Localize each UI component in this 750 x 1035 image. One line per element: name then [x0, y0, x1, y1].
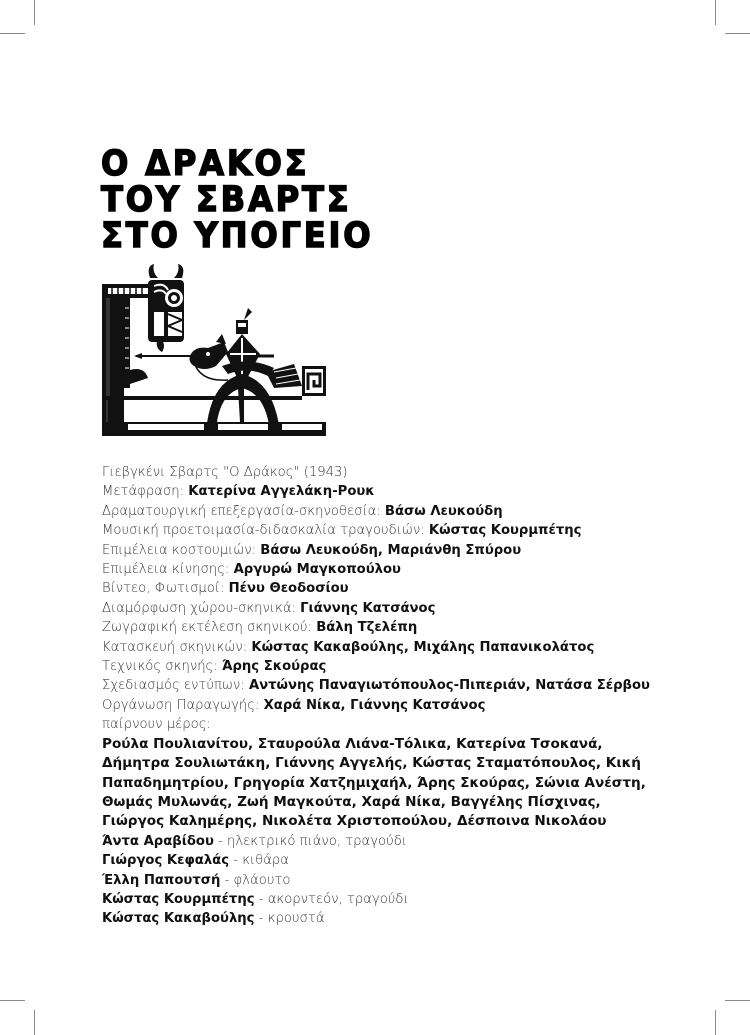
musician-name: Άντα Αραβίδου [102, 833, 214, 849]
credit-set-design [102, 599, 702, 618]
cast-list: Ρούλα Πουλιανίτου, Σταυρούλα Λιάνα-Τόλικα, Κατερίνα Τσοκανά, Δήμητρα Σουλιωτάκη, Γιάννης Αγγελής, Κώστας Σταματόπουλος, Κική Παπαδημητρίου, Γρηγορία Χατζημιχαήλ, Άρης Σκούρας, Σώνια Ανέστη, Θωμάς Μυλωνάς, Ζωή Μαγκούτα, Χαρά Νίκα, Βαγγέλης Πίσχινας, Γιώργος Καλημέρης, Νικολέτα Χριστοπούλου, Δέσποινα Νικολάου [102, 735, 646, 830]
credit-names: Βάσω Λευκούδη [384, 503, 503, 519]
credit-print-design [102, 676, 702, 695]
musician-instrument: - ακορντεόν, τραγούδι [254, 891, 409, 907]
credit-names: Γιάννης Κατσάνος [300, 600, 436, 616]
musician-line [102, 851, 702, 870]
credit-movement [102, 560, 702, 579]
musician-name: Κώστας Κουρμπέτης [102, 891, 255, 907]
crop-mark-top-left-vertical [34, 0, 35, 25]
credit-role: Κατασκευή σκηνικών: [102, 639, 252, 655]
crop-mark-top-right-horizontal [725, 33, 750, 34]
credit-names: Χαρά Νίκα, Γιάννης Κατσάνος [263, 697, 486, 713]
credit-role: Μουσική προετοιμασία-διδασκαλία τραγουδιών: [102, 523, 429, 539]
cast-label: παίρνουν μέρος: [102, 717, 211, 733]
title-line-1: Ο ΔΡΑΚΟΣ [101, 144, 310, 184]
musician-name: Κώστας Κακαβούλης [102, 911, 255, 927]
musician-name: Γιώργος Κεφαλάς [102, 853, 230, 869]
musician-instrument: - φλάουτο [220, 872, 291, 888]
credit-video-lighting [102, 579, 702, 598]
credit-role: Δραματουργική επεξεργασία-σκηνοθεσία: [102, 503, 385, 519]
credit-role: Επιμέλεια κίνησης: [102, 562, 234, 578]
credit-production [102, 696, 702, 715]
page-title [101, 146, 373, 254]
source-play: Γιεβγκένι Σβαρτς "Ο Δράκος" (1943) [102, 465, 348, 480]
crop-mark-bottom-left-horizontal [0, 1000, 25, 1001]
credit-names: Αντώνης Παναγιωτόπουλος-Πιπεριάν, Νατάσα Σέρβου [248, 678, 650, 694]
musician-name: Έλλη Παπουτσή [102, 872, 221, 888]
credit-names: Κώστας Κακαβούλης, Μιχάλης Παπανικολάτος [251, 639, 595, 655]
credit-translation [102, 482, 702, 501]
title-line-3: ΣΤΟ ΥΠΟΓΕΙΟ [101, 216, 374, 256]
credit-names: Βάλη Τζελέπη [316, 620, 418, 636]
knight-dragon-illustration [98, 262, 328, 442]
credit-names: Αργυρώ Μαγκοπούλου [233, 562, 401, 578]
credit-set-construction [102, 638, 702, 657]
credit-costumes [102, 541, 702, 560]
credit-set-painting [102, 618, 702, 637]
credit-role: Μετάφραση: [102, 484, 189, 500]
credit-role: Σχεδιασμός εντύπων: [102, 678, 249, 694]
musician-instrument: - ηλεκτρικό πιάνο, τραγούδι [213, 833, 407, 849]
credit-stage-technician [102, 657, 702, 676]
credit-music [102, 521, 702, 540]
title-line-2: ΤΟΥ ΣΒΑΡΤΣ [101, 180, 352, 220]
crop-mark-bottom-right-vertical [715, 1010, 716, 1035]
credit-names: Κώστας Κουρμπέτης [428, 523, 582, 539]
credit-role: Επιμέλεια κοστουμιών: [102, 542, 261, 558]
musician-line [102, 832, 702, 851]
musician-line [102, 890, 702, 909]
credit-direction [102, 502, 702, 521]
credit-role: Οργάνωση Παραγωγής: [102, 697, 264, 713]
credit-names: Βάσω Λευκούδη, Μαριάνθη Σπύρου [260, 542, 522, 558]
credit-names: Κατερίνα Αγγελάκη-Ρουκ [188, 484, 375, 500]
crop-mark-top-right-vertical [715, 0, 716, 25]
credit-role: Βίντεο, Φωτισμοί: [102, 581, 229, 597]
musician-instrument: - κρουστά [254, 911, 325, 927]
crop-mark-bottom-right-horizontal [725, 1000, 750, 1001]
musician-line [102, 909, 702, 928]
credit-names: Άρης Σκούρας [221, 659, 327, 675]
credit-names: Πένυ Θεοδοσίου [228, 581, 349, 597]
credit-role: Διαμόρφωση χώρου-σκηνικά: [102, 600, 301, 616]
credit-role: Ζωγραφική εκτέλεση σκηνικού: [102, 620, 317, 636]
musician-line [102, 871, 702, 890]
musician-instrument: - κιθάρα [229, 853, 289, 869]
credits-block [102, 463, 702, 929]
crop-mark-bottom-left-vertical [34, 1010, 35, 1035]
crop-mark-top-left-horizontal [0, 33, 25, 34]
credit-role: Τεχνικός σκηνής: [102, 659, 222, 675]
